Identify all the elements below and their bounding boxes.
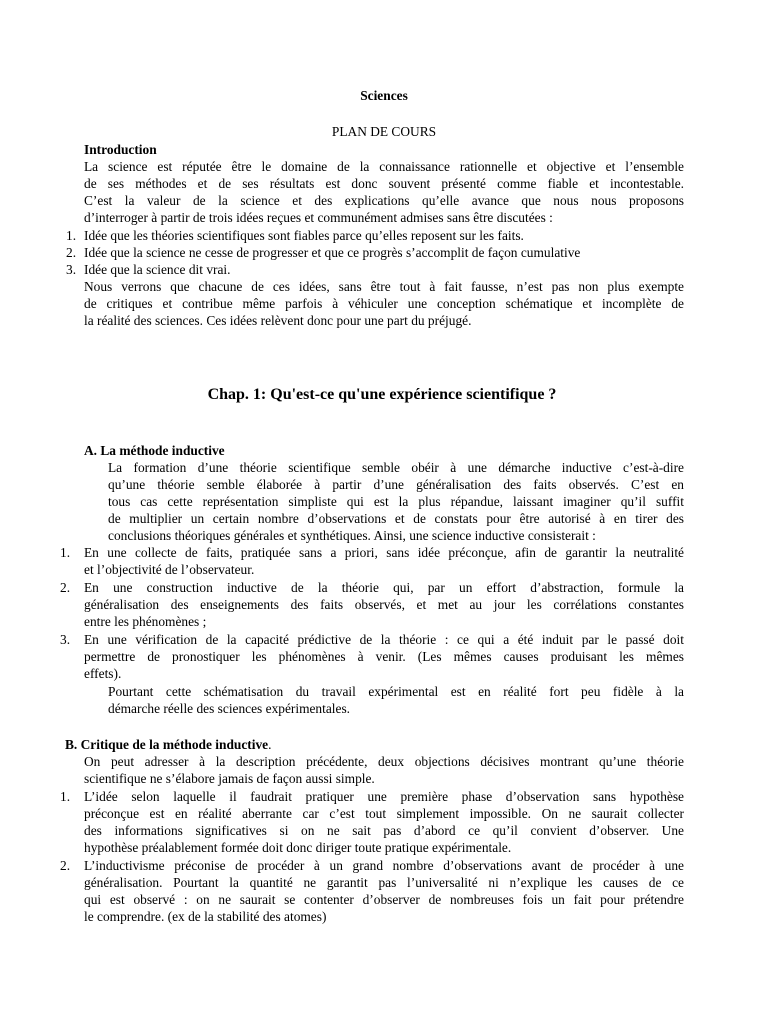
list-item-line: généralisation. Pourtant la quantité ne garantit pas l’universalité ni n’explique les causes de ce <box>84 875 684 890</box>
text-line: de ses méthodes et de ses résultats est donc souvent présenté comme fiable et incontestable. <box>84 176 684 191</box>
list-item-line: permettre de pronostiquer les phénomènes à venir. (Les mêmes causes produisant les mêmes <box>84 649 684 664</box>
text-line: On peut adresser à la description précédente, deux objections décisives montrant qu’une théorie <box>84 754 684 769</box>
list-item-line: L’idée selon laquelle il faudrait pratiquer une première phase d’observation sans hypothèse <box>84 789 684 804</box>
text-line: d’interroger à partir de trois idées reçues et communément admises sans être discutées : <box>84 210 553 225</box>
text-line: Pourtant cette schématisation du travail expérimental est en réalité fort peu fidèle à la <box>108 684 684 699</box>
list-item-line: En une collecte de faits, pratiquée sans a priori, sans idée préconçue, afin de garantir la neutralité <box>84 545 684 560</box>
list-number: 1. <box>60 545 71 560</box>
section-a-heading: A. La méthode inductive <box>84 443 225 458</box>
section-b-heading <box>65 736 271 753</box>
intro-heading: Introduction <box>84 142 157 157</box>
list-item-line: et l’objectivité de l’observateur. <box>84 562 255 577</box>
list-item: Idée que les théories scientifiques sont fiables parce qu’elles reposent sur les faits. <box>84 228 524 243</box>
doc-title: Sciences <box>360 88 408 103</box>
text-line: Nous verrons que chacune de ces idées, sans être tout à fait fausse, n’est pas non plus exempte <box>84 279 684 294</box>
list-number: 3. <box>66 262 77 277</box>
list-number: 2. <box>66 245 77 260</box>
list-item-line: effets). <box>84 666 122 681</box>
text-line: C’est la valeur de la science et des explications qu’elle avance que nous nous proposons <box>84 193 684 208</box>
section-b-letter: B. <box>65 737 78 752</box>
list-item-line: entre les phénomènes ; <box>84 614 207 629</box>
text-line: tous cas cette représentation simpliste qui est la plus répandue, laissant imaginer qu’il suffit <box>108 494 684 509</box>
list-number: 3. <box>60 632 71 647</box>
list-number: 1. <box>60 789 71 804</box>
section-b-title: Critique de la méthode inductive <box>80 737 269 752</box>
list-item-line: le comprendre. (ex de la stabilité des atomes) <box>84 909 327 924</box>
doc-subtitle: PLAN DE COURS <box>331 124 437 139</box>
text-line: qu’une théorie semble élaborée à partir d’une généralisation des faits observés. C’est en <box>108 477 684 492</box>
list-item: Idée que la science ne cesse de progresser et que ce progrès s’accomplit de façon cumulative <box>84 245 581 260</box>
list-item-line: En une construction inductive de la théorie qui, par un effort d’abstraction, formule la <box>84 580 684 595</box>
text-line: scientifique ne s’élabore jamais de façon aussi simple. <box>84 771 375 786</box>
list-number: 2. <box>60 580 71 595</box>
list-item-line: préconçue est en réalité aberrante car c’est tout simplement impossible. On ne saurait collecter <box>84 806 684 821</box>
text-line: la réalité des sciences. Ces idées relèvent donc pour une part du préjugé. <box>84 313 472 328</box>
list-item-line: des informations significatives si on ne sait pas d’abord ce qu’il convient d’observer. Une <box>84 823 684 838</box>
list-item-line: généralisation des enseignements des faits observés, et met au jour les corrélations constantes <box>84 597 684 612</box>
text-line: La science est réputée être le domaine de la connaissance rationnelle et objective et l’ensemble <box>84 159 684 174</box>
list-number: 2. <box>60 858 71 873</box>
list-item-line: qui est observé : on ne saurait se contenter d’observer de nombreuses fois un fait pour prétendre <box>84 892 684 907</box>
section-b-heading-period: . <box>268 737 272 752</box>
list-item-line: En une vérification de la capacité prédictive de la théorie : ce qui a été induit par le passé doit <box>84 632 684 647</box>
text-line: démarche réelle des sciences expérimentales. <box>108 701 351 716</box>
list-item-line: hypothèse préalablement formée doit donc diriger toute pratique expérimentale. <box>84 840 512 855</box>
text-line: de critiques et contribue même parfois à véhiculer une conception schématique et incomplète de <box>84 296 684 311</box>
text-line: La formation d’une théorie scientifique semble obéir à une démarche inductive c’est-à-dire <box>108 460 684 475</box>
list-item: Idée que la science dit vrai. <box>84 262 231 277</box>
list-item-line: L’inductivisme préconise de procéder à un grand nombre d’observations avant de procéder à une <box>84 858 684 873</box>
list-number: 1. <box>66 228 77 243</box>
text-line: de multiplier un certain nombre d’observations et de constats pour être autorisé à en tirer des <box>108 511 684 526</box>
text-line: conclusions théoriques générales et synthétiques. Ainsi, une science inductive consisterait : <box>108 528 596 543</box>
chapter-heading: Chap. 1: Qu'est-ce qu'une expérience scientifique ? <box>207 386 557 403</box>
